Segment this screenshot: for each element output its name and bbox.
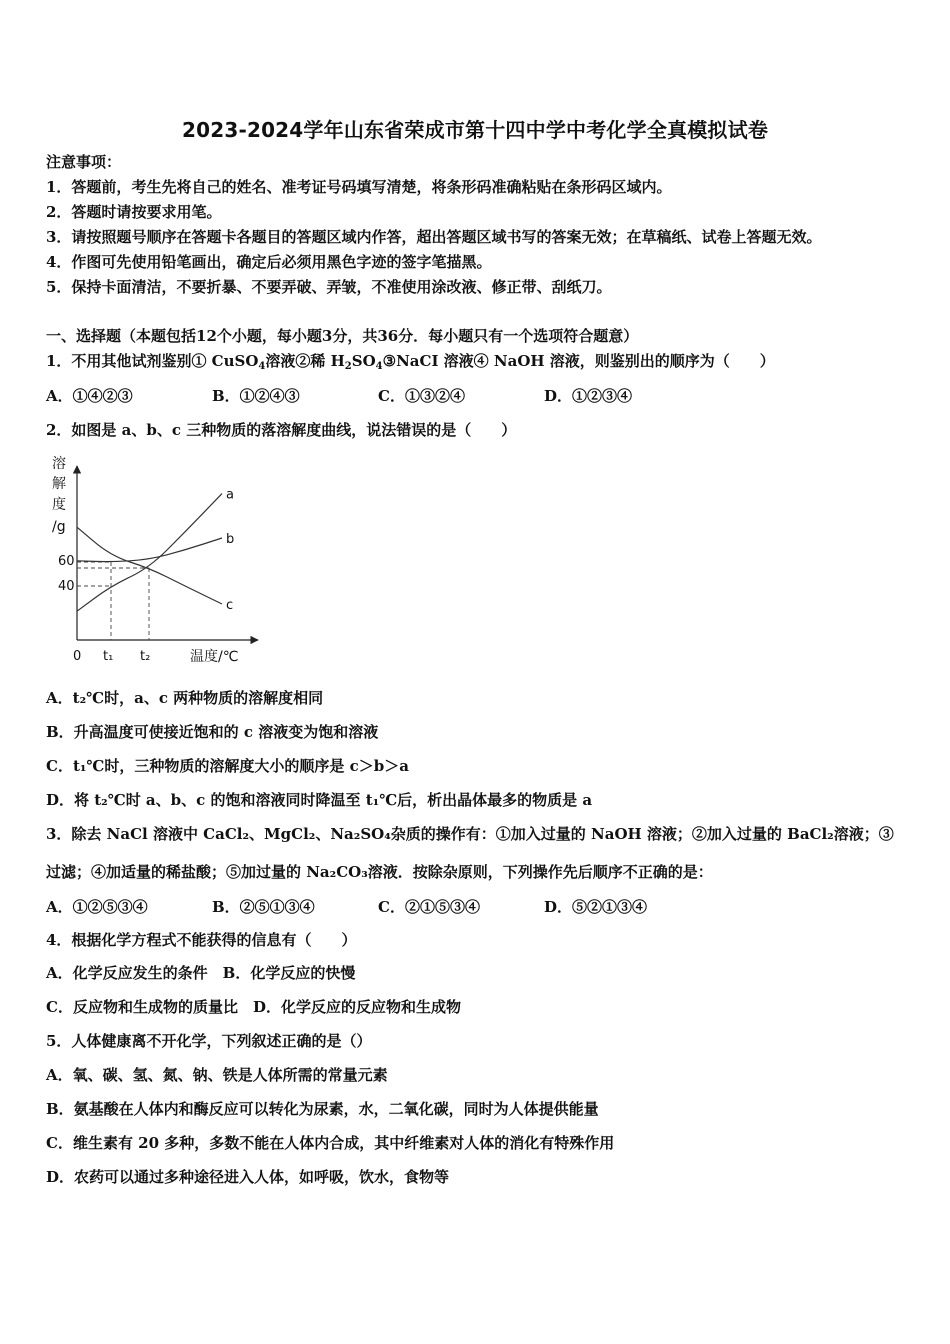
notice-item-5: 5．保持卡面清洁，不要折暴、不要弄破、弄皱，不准使用涂改液、修正带、刮纸刀。 [46, 278, 612, 296]
exam-title: 2023-2024学年山东省荣成市第十四中学中考化学全真模拟试卷 [181, 118, 769, 142]
guide-lines [77, 562, 149, 640]
x-tick-t1: t₁ [103, 649, 114, 664]
question-3-line-1: 3．除去 NaCl 溶液中 CaCl₂、MgCl₂、Na₂SO₄杂质的操作有：①加入过量的 NaOH 溶液；②加入过量的 BaCl₂溶液；③ [46, 825, 894, 843]
notice-item-1: 1．答题前，考生先将自己的姓名、准考证号码填写清楚，将条形码准确粘贴在条形码区域内。 [46, 178, 672, 196]
solubility-curve-graph [46, 448, 276, 673]
notice-item-4: 4．作图可先使用铅笔画出，确定后必须用黑色字迹的签字笔描黑。 [46, 253, 492, 271]
q1-option-b[interactable]: B．①②④③ [212, 387, 300, 405]
x-tick-t2: t₂ [140, 649, 151, 664]
notice-heading: 注意事项： [46, 153, 122, 171]
y-tick-40: 40 [58, 579, 75, 594]
ylabel-char-3: 度 [52, 497, 66, 513]
notice-item-2: 2．答题时请按要求用笔。 [46, 203, 222, 221]
ylabel-char-4: /g [52, 519, 66, 535]
q4-options-row-1[interactable]: A．化学反应发生的条件 B．化学反应的快慢 [46, 964, 356, 982]
question-5-stem: 5．人体健康离不开化学，下列叙述正确的是（） [46, 1032, 372, 1050]
ylabel-char-1: 溶 [52, 456, 66, 472]
question-1-options [46, 385, 632, 406]
q5-option-c[interactable]: C．维生素有 20 多种，多数不能在人体内合成，其中纤维素对人体的消化有特殊作用 [46, 1134, 615, 1152]
q3-option-a[interactable]: A．①②⑤③④ [46, 898, 148, 916]
y-axis-label [52, 455, 66, 535]
q2-option-c[interactable]: C．t₁℃时，三种物质的溶解度大小的顺序是 c＞b＞a [46, 757, 409, 775]
q1-option-d[interactable]: D．①②③④ [544, 387, 633, 405]
section-heading: 一、选择题（本题包括12个小题，每小题3分，共36分．每小题只有一个选项符合题意） [46, 327, 639, 345]
q3-option-b[interactable]: B．②⑤①③④ [212, 898, 315, 916]
curves [77, 494, 222, 612]
question-3-options [46, 896, 647, 917]
x-axis-label: 温度/℃ [190, 649, 239, 665]
q2-option-a[interactable]: A．t₂℃时，a、c 两种物质的溶解度相同 [46, 689, 324, 707]
question-2-stem: 2．如图是 a、b、c 三种物质的落溶解度曲线，说法错误的是（ ） [46, 421, 517, 439]
ylabel-char-2: 解 [52, 476, 66, 492]
q5-option-d[interactable]: D．农药可以通过多种途径进入人体，如呼吸，饮水，食物等 [46, 1168, 450, 1186]
q5-option-a[interactable]: A．氧、碳、氢、氮、钠、铁是人体所需的常量元素 [46, 1066, 388, 1084]
q4-options-row-2[interactable]: C．反应物和生成物的质量比 D．化学反应的反应物和生成物 [46, 998, 461, 1016]
curve-label-b: b [226, 532, 235, 547]
q2-option-b[interactable]: B．升高温度可使接近饱和的 c 溶液变为饱和溶液 [46, 723, 379, 741]
q1-option-c[interactable]: C．①③②④ [378, 387, 465, 405]
curve-label-c: c [226, 598, 234, 613]
question-1-stem: 1．不用其他试剂鉴别① CuSO$_4$溶液②稀 $H_2SO_4③NaCI$ 溶液④ NaOH 溶液，则鉴别出的顺序为（ ） [46, 352, 775, 372]
q2-option-d[interactable]: D．将 t₂℃时 a、b、c 的饱和溶液同时降温至 t₁℃后，析出晶体最多的物质是 a [46, 791, 593, 809]
q3-option-d[interactable]: D．⑤②①③④ [544, 898, 648, 916]
question-3-line-2: 过滤；④加适量的稀盐酸；⑤加过量的 Na₂CO₃溶液．按除杂原则，下列操作先后顺序不正确的是： [46, 863, 713, 881]
q5-option-b[interactable]: B．氨基酸在人体内和酶反应可以转化为尿素，水，二氧化碳，同时为人体提供能量 [46, 1100, 599, 1118]
curve-label-a: a [226, 487, 234, 503]
origin-label: 0 [73, 649, 82, 664]
q1-option-a[interactable]: A．①④②③ [46, 387, 133, 405]
question-4-stem: 4．根据化学方程式不能获得的信息有（ ） [46, 931, 357, 949]
q3-option-c[interactable]: C．②①⑤③④ [378, 898, 480, 916]
curve-b [77, 538, 222, 562]
notice-item-3: 3．请按照题号顺序在答题卡各题目的答题区域内作答，超出答题区域书写的答案无效；在草稿纸、试卷上答题无效。 [46, 228, 822, 246]
curve-labels [226, 488, 234, 613]
y-tick-60: 60 [58, 554, 75, 569]
